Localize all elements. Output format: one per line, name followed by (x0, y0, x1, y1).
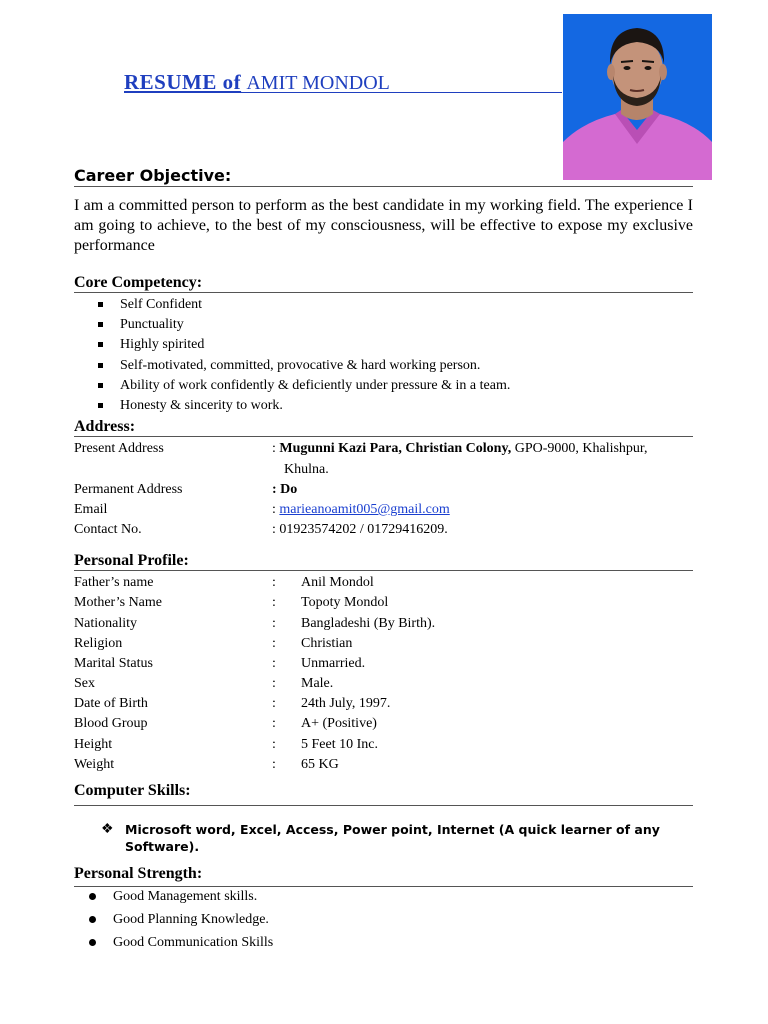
present-address-prefix: : (272, 441, 280, 456)
profile-sep: : (272, 616, 276, 631)
profile-label: Marital Status (74, 656, 153, 671)
list-item: Ability of work confidently & deficiently under pressure & in a team. (74, 376, 693, 396)
profile-value: Bangladeshi (By Birth). (301, 616, 436, 631)
diamond-bullet-icon: ❖ (101, 822, 114, 837)
profile-value: Christian (301, 636, 353, 651)
profile-label: Blood Group (74, 716, 148, 731)
profile-sep: : (272, 595, 276, 610)
permanent-address-value: : Do (272, 482, 298, 497)
profile-value: 24th July, 1997. (301, 696, 391, 711)
profile-sep: : (272, 716, 276, 731)
profile-sep: : (272, 676, 276, 691)
email-label: Email (74, 502, 108, 517)
address-heading: Address: (74, 418, 136, 435)
list-item: Honesty & sincerity to work. (74, 396, 693, 416)
profile-sep: : (272, 737, 276, 752)
profile-label: Date of Birth (74, 696, 148, 711)
career-objective-heading-text: Career Objective (74, 166, 225, 185)
profile-sep: : (272, 696, 276, 711)
personal-profile-heading: Personal Profile: (74, 552, 189, 569)
contact-value: : 01923574202 / 01729416209. (272, 522, 448, 537)
profile-label: Religion (74, 636, 123, 651)
profile-value: Topoty Mondol (301, 595, 389, 610)
profile-value: Anil Mondol (301, 575, 374, 590)
personal-strength-list-wrap (74, 887, 693, 956)
profile-label: Mother’s Name (74, 595, 162, 610)
personal-profile-rule (74, 570, 693, 571)
core-competency-heading: Core Competency: (74, 274, 203, 291)
email-link[interactable]: marieanoamit005@gmail.com (279, 502, 450, 517)
permanent-address-label: Permanent Address (74, 482, 183, 497)
present-address-row (74, 439, 693, 459)
profile-label: Weight (74, 757, 115, 772)
address-rule (74, 436, 693, 437)
profile-value: A+ (Positive) (301, 716, 377, 731)
computer-skills-rule (74, 805, 693, 806)
list-item: Good Planning Knowledge. (74, 910, 693, 933)
career-objective-text: I am a committed person to perform as the best candidate in my working field. The experience I am going to achieve, to the best of my consciousness, will be effective to expose my exclusive performance (74, 197, 693, 254)
personal-strength-heading: Personal Strength: (74, 865, 203, 882)
career-objective-colon: : (224, 166, 232, 185)
profile-label: Father’s name (74, 575, 154, 590)
email-prefix: : (272, 502, 280, 517)
candidate-name: AMIT MONDOL (246, 72, 390, 94)
profile-label: Sex (74, 676, 95, 691)
profile-photo (563, 14, 712, 180)
present-address-line2: Khulna. (284, 462, 329, 477)
personal-strength-list (74, 887, 693, 956)
computer-skills-heading: Computer Skills: (74, 782, 191, 799)
list-item: Punctuality (74, 315, 693, 335)
profile-sep: : (272, 757, 276, 772)
portrait-illustration (563, 14, 712, 180)
list-item: Self Confident (74, 295, 693, 315)
computer-skills-text: Microsoft word, Excel, Access, Power point, Internet (A quick learner of any Software). (125, 822, 660, 854)
resume-of-label: RESUME of (124, 70, 242, 94)
profile-value: 5 Feet 10 Inc. (301, 737, 378, 752)
list-item: Self-motivated, committed, provocative & hard working person. (74, 356, 693, 376)
list-item: Good Communication Skills (74, 933, 693, 956)
profile-label: Height (74, 737, 113, 752)
core-competency-rule (74, 292, 693, 293)
profile-sep: : (272, 656, 276, 671)
profile-sep: : (272, 636, 276, 651)
core-competency-list (74, 295, 693, 416)
profile-value: Unmarried. (301, 656, 366, 671)
contact-label: Contact No. (74, 522, 142, 537)
present-address-bold: Mugunni Kazi Para, Christian Colony, (279, 441, 512, 456)
present-address-rest: GPO-9000, Khalishpur, (511, 441, 648, 456)
present-address-label: Present Address (74, 441, 164, 456)
email-value (272, 500, 450, 520)
title-underline (124, 92, 562, 93)
profile-label: Nationality (74, 616, 137, 631)
present-address-value (272, 439, 648, 459)
career-objective-heading (74, 166, 231, 185)
profile-value: 65 KG (301, 757, 339, 772)
list-item: Good Management skills. (74, 887, 693, 910)
profile-value: Male. (301, 676, 334, 691)
profile-sep: : (272, 575, 276, 590)
career-objective-rule (74, 186, 693, 187)
list-item: Highly spirited (74, 335, 693, 355)
core-competency-list-wrap (74, 295, 693, 416)
